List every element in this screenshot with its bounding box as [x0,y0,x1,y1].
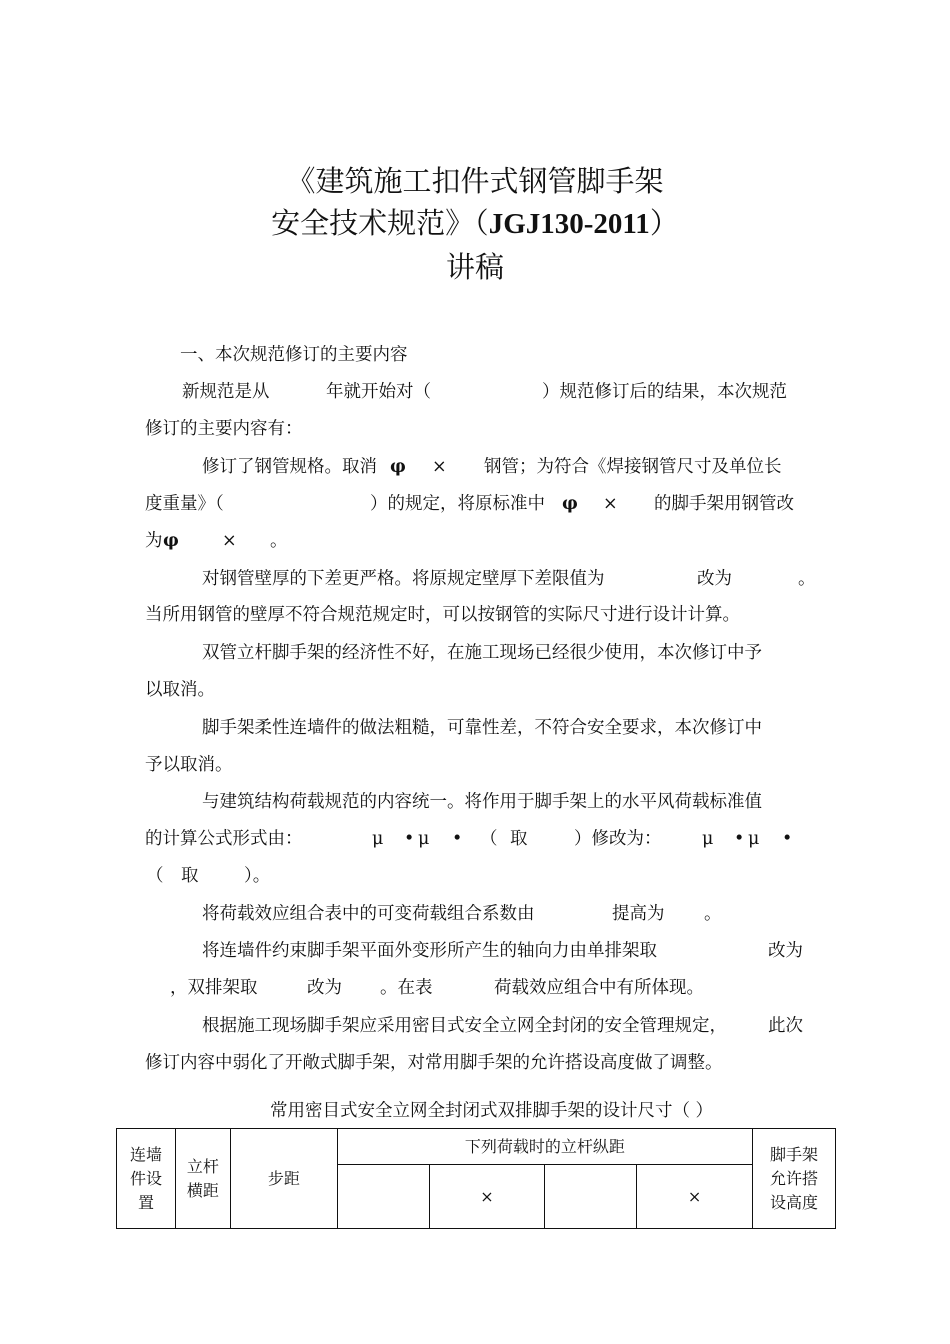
document-title-line-1: 《建筑施工扣件式钢管脚手架 [286,164,664,198]
item1-line-2 [0,492,950,516]
item5-qu: 取 [510,829,528,849]
para-intro-text-c: ）规范修订后的结果，本次规范 [542,382,787,402]
item2-text-c: 。 [798,569,816,589]
item5-line-3 [0,864,950,888]
para-intro-line-2: 修订的主要内容有： [145,419,303,439]
header-step-distance: 步距 [230,1129,337,1229]
document-title-line-3: 讲稿 [445,250,504,284]
header-pole-longitudinal-spacing: 下列荷载时的立杆纵距 [337,1129,752,1165]
item7-text-c: ，双排架取 [170,978,258,998]
para-intro-line-1 [0,380,950,404]
item7-line-2 [0,976,950,1000]
design-dimensions-table [116,1128,836,1229]
title-line-2-suffix: ） [649,206,679,240]
dot-symbol: • [452,829,463,849]
item8-line-1 [0,1014,950,1038]
item6-text-a: 将荷载效应组合表中的可变荷载组合系数由 [202,904,535,924]
item4-line-1: 脚手架柔性连墙件的做法粗糙，可靠性差，不符合安全要求，本次修订中 [202,718,762,738]
item5-text-c: ）修改为： [574,829,662,849]
left-paren: （ [146,866,164,886]
item1-text-b: 钢管；为符合《焊接钢管尺寸及单位长 [484,457,782,477]
item5-qu: 取 [181,866,199,886]
item1-text-g: 。 [270,531,288,551]
times-symbol: × [222,531,237,551]
para-intro-text-b: 年就开始对（ [326,382,431,402]
item2-line-1 [0,567,950,591]
left-paren: （ [480,829,498,849]
item1-text-a: 修订了钢管规格。取消 [202,457,377,477]
item8-text-a2: 此次 [768,1016,803,1036]
phi-symbol: φ [562,494,578,514]
item7-text-b: 改为 [768,941,803,961]
document-title-line-2 [0,205,950,242]
load-col-3 [545,1165,637,1229]
item5-line-2 [0,827,950,851]
table-caption: 常用密目式安全立网全封闭式双排脚手架的设计尺寸（ ） [270,1101,714,1121]
header-pole-transverse-spacing: 立杆横距 [175,1129,230,1229]
item2-text-b: 改为 [697,569,732,589]
item7-text-a: 将连墙件约束脚手架平面外变形所产生的轴向力由单排架取 [202,941,657,961]
item1-line-1 [0,455,950,479]
item5-text-d: ）。 [244,866,271,886]
item7-line-1 [0,939,950,963]
item2-line-2: 当所用钢管的壁厚不符合规范规定时，可以按钢管的实际尺寸进行设计计算。 [145,605,740,625]
mu-symbol: μ [748,829,760,849]
section-heading: 一、本次规范修订的主要内容 [180,345,408,365]
times-symbol: × [603,494,618,514]
item1-text-f: 为 [145,531,163,551]
item3-line-2: 以取消。 [145,680,215,700]
item3-line-1: 双管立杆脚手架的经济性不好，在施工现场已经很少使用，本次修订中予 [202,643,762,663]
item1-text-d: ）的规定，将原标准中 [370,494,545,514]
item6-line-1 [0,902,950,926]
phi-symbol: φ [390,457,406,477]
load-col-4: × [637,1165,753,1229]
load-col-2: × [429,1165,545,1229]
dot-symbol: • [404,829,415,849]
mu-symbol: μ [372,829,384,849]
item1-text-e: 的脚手架用钢管改 [654,494,794,514]
mu-symbol: μ [702,829,714,849]
para-intro-text-a: 新规范是从 [182,382,270,402]
item7-text-e: 。在表 [380,978,433,998]
title-line-2-prefix: 安全技术规范》（ [271,206,489,240]
item7-text-f: 荷载效应组合中有所体现。 [494,978,704,998]
item6-text-b: 提高为 [612,904,665,924]
item6-text-c: 。 [704,904,722,924]
phi-symbol: φ [163,531,179,551]
load-col-1 [337,1165,429,1229]
times-symbol: × [432,457,447,477]
item1-text-c: 度重量》（ [145,494,224,514]
item4-line-2: 予以取消。 [145,755,233,775]
standard-code: JGJ130-2011 [488,208,650,240]
dot-symbol: • [782,829,793,849]
item1-line-3 [0,529,950,553]
item5-line-1: 与建筑结构荷载规范的内容统一。将作用于脚手架上的水平风荷载标准值 [202,792,762,812]
item8-text-a: 根据施工现场脚手架应采用密目式安全立网全封闭的安全管理规定， [202,1016,727,1036]
dot-symbol: • [734,829,745,849]
header-wall-tie-setting: 连墙件设置 [117,1129,176,1229]
mu-symbol: μ [418,829,430,849]
item5-text-b: 的计算公式形式由： [145,829,303,849]
item7-text-d: 改为 [307,978,342,998]
header-allowed-height: 脚手架允许搭设高度 [752,1129,835,1229]
item8-line-2: 修订内容中弱化了开敞式脚手架，对常用脚手架的允许搭设高度做了调整。 [145,1053,723,1073]
item2-text-a: 对钢管壁厚的下差更严格。将原规定壁厚下差限值为 [202,569,605,589]
